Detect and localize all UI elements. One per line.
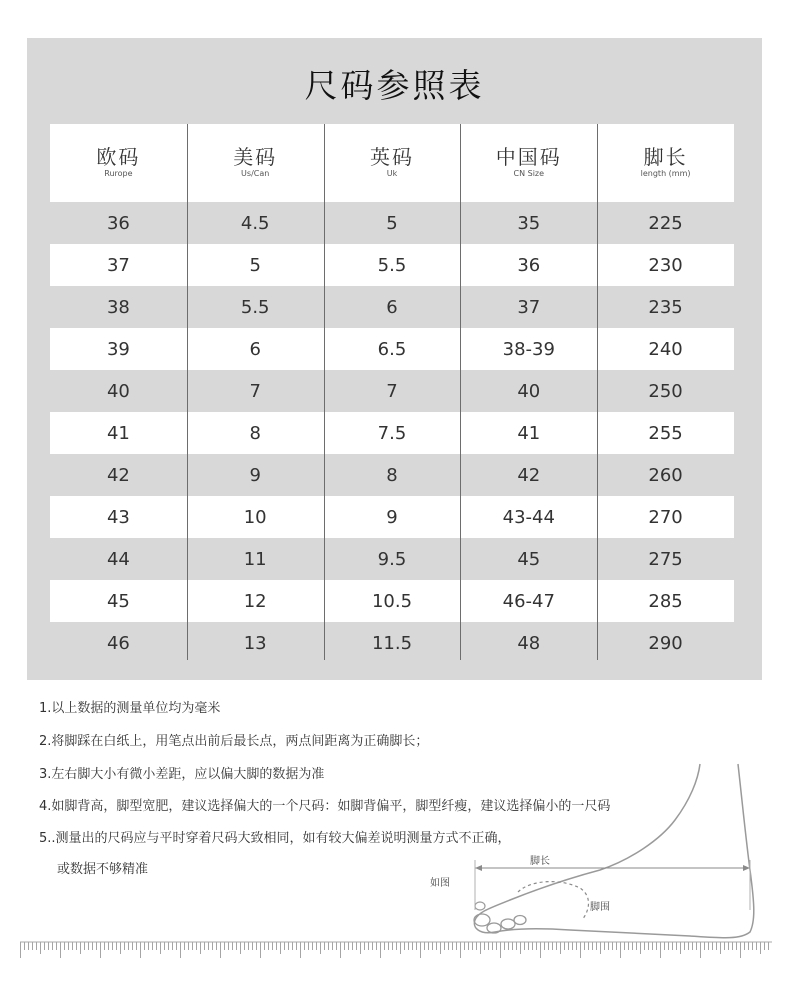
- table-row: [50, 412, 734, 454]
- table-row: [50, 286, 734, 328]
- table-cell: 35: [517, 212, 541, 234]
- table-row: [50, 244, 734, 286]
- foot-outline-drawing: [420, 760, 780, 950]
- table-cell: 39: [106, 338, 130, 360]
- table-cell: 46: [106, 632, 130, 654]
- note-3: 3.左右脚大小有微小差距，应以偏大脚的数据为准: [39, 767, 325, 782]
- table-cell: 5.5: [377, 254, 407, 276]
- table-cell: 7: [249, 380, 261, 402]
- table-cell: 10.5: [371, 590, 413, 612]
- column-divider: [324, 124, 325, 660]
- table-cell: 36: [517, 254, 541, 276]
- table-cell: 37: [106, 254, 130, 276]
- table-cell: 36: [106, 212, 130, 234]
- table-cell: 41: [517, 422, 541, 444]
- table-header-row: [50, 124, 734, 202]
- table-cell: 5: [249, 254, 261, 276]
- table-cell: 43-44: [502, 506, 555, 528]
- header-eu: [50, 124, 187, 202]
- table-cell: 7.5: [377, 422, 407, 444]
- table-cell: 11: [243, 548, 267, 570]
- table-cell: 11.5: [371, 632, 413, 654]
- table-row: [50, 580, 734, 622]
- table-cell: 45: [517, 548, 541, 570]
- table-cell: 42: [517, 464, 541, 486]
- table-cell: 48: [517, 632, 541, 654]
- size-table: [50, 124, 734, 660]
- ruler-ticks: [20, 938, 772, 960]
- table-cell: 9.5: [377, 548, 407, 570]
- header-sublabel: CN Size: [513, 169, 545, 178]
- header-sublabel: length (mm): [640, 169, 691, 178]
- table-row: [50, 328, 734, 370]
- table-row: [50, 202, 734, 244]
- table-row: [50, 622, 734, 664]
- note-1: 1.以上数据的测量单位均为毫米: [39, 701, 221, 716]
- table-cell: 41: [106, 422, 130, 444]
- table-cell: 10: [243, 506, 267, 528]
- table-cell: 290: [648, 632, 683, 654]
- header-sublabel: Us/Can: [241, 169, 270, 178]
- column-divider: [187, 124, 188, 660]
- table-cell: 40: [106, 380, 130, 402]
- header-label: 欧码: [96, 145, 141, 169]
- table-cell: 4.5: [240, 212, 270, 234]
- column-divider: [460, 124, 461, 660]
- table-row: [50, 454, 734, 496]
- table-cell: 230: [648, 254, 683, 276]
- header-label: 中国码: [495, 145, 562, 169]
- table-cell: 240: [648, 338, 683, 360]
- header-cn: [460, 124, 597, 202]
- table-cell: 270: [648, 506, 683, 528]
- header-sublabel: Uk: [386, 169, 398, 178]
- table-cell: 43: [106, 506, 130, 528]
- note-2: 2.将脚踩在白纸上，用笔点出前后最长点，两点间距离为正确脚长；: [39, 734, 429, 749]
- table-cell: 250: [648, 380, 683, 402]
- page-title: 尺码参照表: [304, 66, 485, 105]
- note-4: 4.如脚背高，脚型宽肥，建议选择偏大的一个尺码：如脚背偏平，脚型纤瘦，建议选择偏小的一尺码: [39, 799, 611, 814]
- table-cell: 235: [648, 296, 683, 318]
- table-cell: 6: [386, 296, 398, 318]
- table-row: [50, 370, 734, 412]
- table-cell: 9: [249, 464, 261, 486]
- header-uk: [324, 124, 461, 202]
- table-cell: 255: [648, 422, 683, 444]
- label-foot-girth: 脚围: [590, 902, 610, 913]
- note-5-continued: 或数据不够精准: [57, 862, 149, 877]
- table-cell: 6: [249, 338, 261, 360]
- table-cell: 45: [106, 590, 130, 612]
- label-as-shown: 如图: [430, 878, 450, 889]
- foot-measurement-illustration: [420, 760, 780, 950]
- header-label: 英码: [369, 145, 414, 169]
- size-chart-panel: [27, 38, 762, 680]
- header-label: 脚长: [643, 145, 688, 169]
- table-cell: 38-39: [502, 338, 555, 360]
- header-sublabel: Rurope: [104, 169, 133, 178]
- table-cell: 40: [517, 380, 541, 402]
- table-row: [50, 496, 734, 538]
- note-5: 5..测量出的尺码应与平时穿着尺码大致相同，如有较大偏差说明测量方式不正确，: [39, 831, 511, 846]
- column-divider: [597, 124, 598, 660]
- header-label: 美码: [233, 145, 278, 169]
- table-cell: 8: [386, 464, 398, 486]
- table-row: [50, 538, 734, 580]
- table-cell: 5.5: [240, 296, 270, 318]
- table-cell: 9: [386, 506, 398, 528]
- header-us: [187, 124, 324, 202]
- table-cell: 275: [648, 548, 683, 570]
- ruler: [20, 938, 772, 960]
- table-cell: 5: [386, 212, 398, 234]
- table-cell: 12: [243, 590, 267, 612]
- table-cell: 42: [106, 464, 130, 486]
- table-cell: 46-47: [502, 590, 555, 612]
- table-cell: 260: [648, 464, 683, 486]
- table-cell: 13: [243, 632, 267, 654]
- table-cell: 6.5: [377, 338, 407, 360]
- table-cell: 8: [249, 422, 261, 444]
- label-foot-length: 脚长: [530, 856, 550, 867]
- table-cell: 44: [106, 548, 130, 570]
- header-length: [597, 124, 734, 202]
- table-cell: 37: [517, 296, 541, 318]
- table-cell: 38: [106, 296, 130, 318]
- table-cell: 225: [648, 212, 683, 234]
- table-cell: 285: [648, 590, 683, 612]
- table-cell: 7: [386, 380, 398, 402]
